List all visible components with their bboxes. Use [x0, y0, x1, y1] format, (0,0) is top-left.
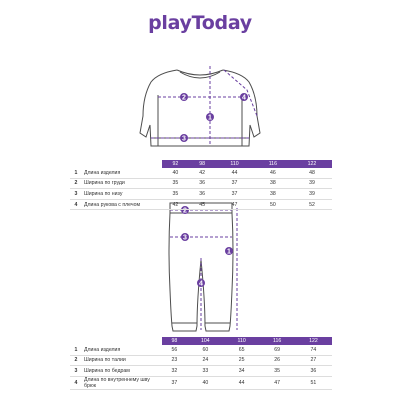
pants-size-col: 110 [224, 337, 260, 345]
svg-text:1: 1 [227, 248, 231, 256]
top-table-header [70, 160, 332, 168]
svg-text:1: 1 [208, 114, 212, 122]
top-size-col: 110 [215, 160, 253, 168]
pants-size-col: 104 [187, 337, 224, 345]
top-size-col: 92 [162, 160, 189, 168]
svg-text:4: 4 [199, 280, 203, 288]
pants-size-col: 98 [162, 337, 187, 345]
pants-size-table [70, 337, 332, 390]
table-row: 4 Длина по внутреннему шву брюк 37 40 44 47 51 [70, 376, 332, 389]
logo-part-play: play [148, 12, 192, 34]
table-row: 1 Длина изделия 56 60 65 69 74 [70, 345, 332, 355]
svg-text:4: 4 [242, 94, 246, 102]
table-row: 1 Длина изделия 40 42 44 46 48 [70, 168, 332, 178]
svg-text:2: 2 [183, 207, 187, 215]
pants-marker-1 [225, 247, 233, 256]
svg-text:3: 3 [183, 234, 187, 242]
table-row: 4 Длина рукова с плечом 42 45 47 50 52 [70, 199, 332, 210]
top-size-col: 98 [189, 160, 216, 168]
top-marker-1 [206, 113, 214, 122]
top-size-col: 122 [292, 160, 332, 168]
top-size-table [70, 160, 332, 210]
svg-text:2: 2 [182, 94, 186, 102]
table-row: 3 Ширина по бедрам 32 33 34 35 36 [70, 366, 332, 377]
table-row: 3 Ширина по низу 35 36 37 38 39 [70, 189, 332, 200]
top-size-col: 116 [254, 160, 292, 168]
sweatshirt-outline [140, 70, 260, 146]
top-marker-4 [240, 93, 248, 102]
pants-marker-3 [181, 233, 189, 242]
pants-size-col: 122 [295, 337, 332, 345]
top-marker-3 [180, 134, 188, 143]
pants-outline [169, 203, 233, 331]
table-row: 2 Ширина по талии 23 24 25 26 27 [70, 355, 332, 366]
svg-text:3: 3 [182, 135, 186, 143]
pants-measure-lines [170, 208, 237, 330]
table-row: 2 Ширина по груди 35 36 37 38 39 [70, 178, 332, 189]
pants-table-header [70, 337, 332, 345]
top-marker-2 [180, 93, 188, 102]
logo-part-today: Today [191, 12, 252, 34]
pants-size-col: 116 [259, 337, 295, 345]
